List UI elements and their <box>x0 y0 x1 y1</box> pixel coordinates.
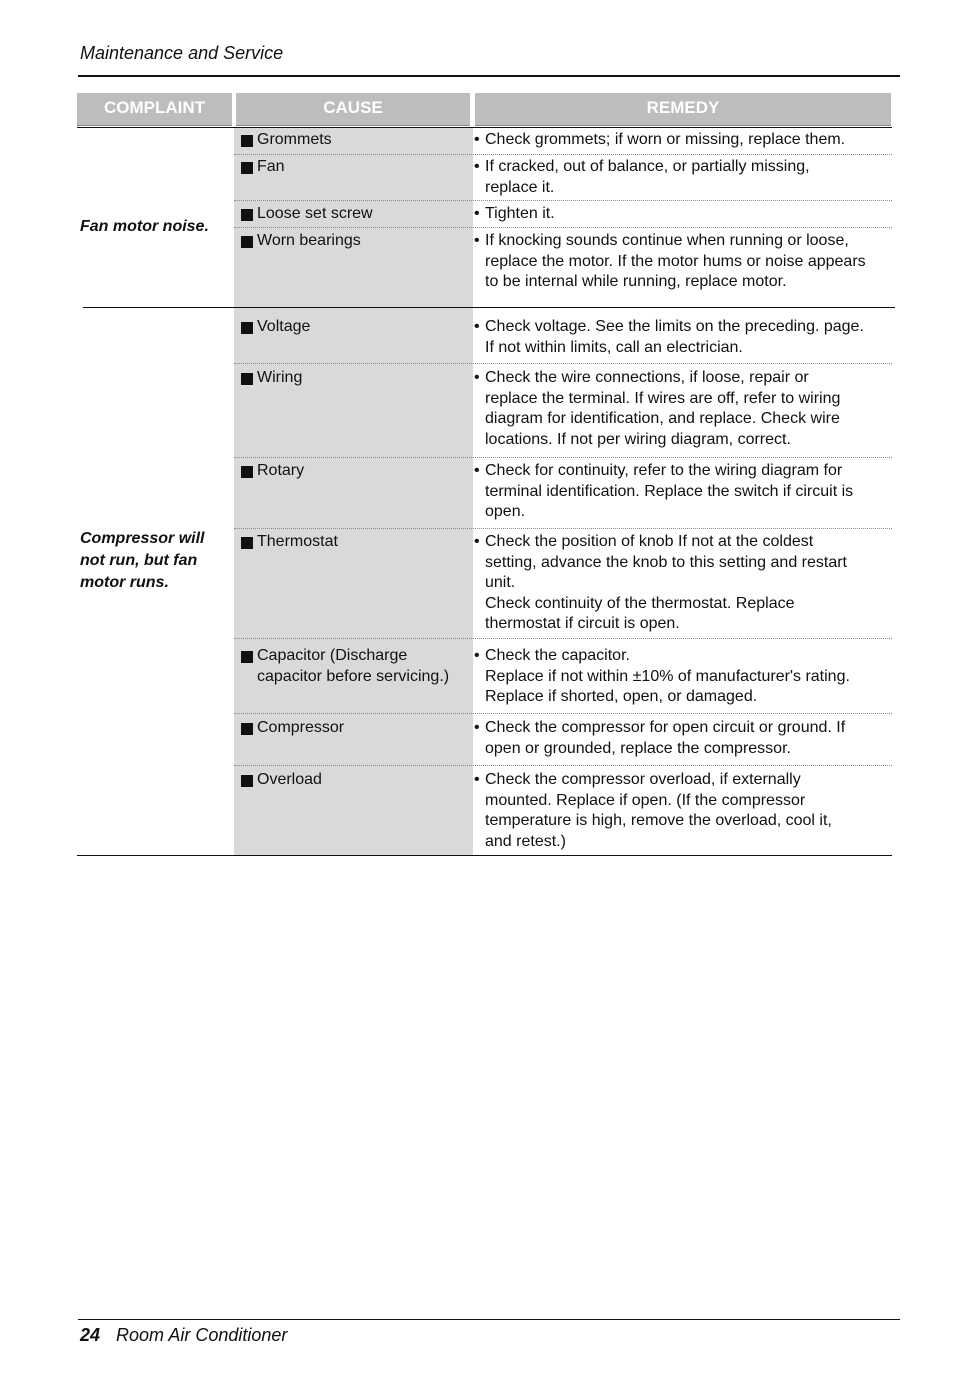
remedy-cell <box>474 231 894 293</box>
bullet-icon: • <box>474 462 480 479</box>
remedy-text-line: diagram for identification, and replace. Check wire <box>485 410 840 427</box>
complaint-text-line: not run, but fan <box>80 552 198 569</box>
cause-cell <box>241 532 469 553</box>
row-divider <box>234 713 892 714</box>
bullet-icon: • <box>474 318 480 335</box>
row-divider <box>234 528 892 529</box>
cause-text-line: Capacitor (Discharge <box>257 647 408 664</box>
complaint-cell <box>80 528 230 594</box>
bullet-icon: • <box>474 647 480 664</box>
remedy-text-line: Check grommets; if worn or missing, replace them. <box>485 131 846 148</box>
remedy-text-line: to be internal while running, replace motor. <box>485 273 787 290</box>
cause-cell <box>241 231 469 252</box>
remedy-text-line: thermostat if circuit is open. <box>485 615 680 632</box>
square-bullet-icon <box>241 162 253 174</box>
row-divider <box>234 154 892 155</box>
remedy-text-line: replace it. <box>485 178 555 196</box>
remedy-cell <box>474 317 894 358</box>
footer-title: Room Air Conditioner <box>116 1325 288 1345</box>
table-rule <box>77 855 892 856</box>
remedy-text-line: Check for continuity, refer to the wiring diagram for <box>485 462 843 479</box>
square-bullet-icon <box>241 775 253 787</box>
column-header-remedy: REMEDY <box>475 93 891 126</box>
cause-cell <box>241 461 469 482</box>
row-divider <box>234 457 892 458</box>
remedy-text-line: open. <box>485 503 526 520</box>
square-bullet-icon <box>241 373 253 385</box>
row-divider <box>234 363 892 364</box>
bullet-icon: • <box>474 232 480 249</box>
complaint-text-line: motor runs. <box>80 574 169 591</box>
square-bullet-icon <box>241 135 253 147</box>
row-divider <box>234 200 892 201</box>
remedy-cell <box>474 368 894 450</box>
cause-cell <box>241 770 469 791</box>
cause-text-line: Rotary <box>257 462 305 479</box>
remedy-text-line: Check the wire connections, if loose, repair or <box>485 369 809 386</box>
table-rule <box>77 127 892 128</box>
square-bullet-icon <box>241 537 253 549</box>
remedy-text-line: Replace if shorted, open, or damaged. <box>485 688 758 705</box>
footer-rule <box>78 1319 900 1320</box>
remedy-text-line: Check voltage. See the limits on the preceding. page. <box>485 318 864 335</box>
cause-text-line: Fan <box>257 158 285 175</box>
remedy-text-line: Check the capacitor. <box>485 647 630 664</box>
remedy-cell <box>474 204 894 225</box>
cause-cell <box>241 157 469 178</box>
row-divider <box>234 227 892 228</box>
cause-cell <box>241 718 469 739</box>
header-rule <box>78 75 900 77</box>
remedy-text-line: Check continuity of the thermostat. Replace <box>485 594 795 612</box>
remedy-text-line: mounted. Replace if open. (If the compressor <box>485 791 806 809</box>
square-bullet-icon <box>241 466 253 478</box>
complaint-cell <box>80 216 230 238</box>
column-header-cause: CAUSE <box>236 93 470 126</box>
remedy-text-line: If not within limits, call an electrician. <box>485 338 743 356</box>
remedy-text-line: If knocking sounds continue when running or loose, <box>485 232 849 249</box>
remedy-text-line: replace the motor. If the motor hums or noise appears <box>485 252 866 270</box>
cause-text-line: Worn bearings <box>257 232 361 249</box>
cause-text-line: Loose set screw <box>257 205 373 222</box>
bullet-icon: • <box>474 533 480 550</box>
square-bullet-icon <box>241 236 253 248</box>
footer-page-number: 24 <box>80 1325 101 1345</box>
remedy-cell <box>474 532 894 635</box>
remedy-cell <box>474 461 894 523</box>
square-bullet-icon <box>241 651 253 663</box>
table-rule <box>83 307 895 308</box>
cause-text-line: Grommets <box>257 131 332 148</box>
remedy-cell <box>474 718 894 759</box>
cause-cell <box>241 204 469 225</box>
remedy-text-line: Check the compressor for open circuit or ground. If <box>485 719 846 736</box>
remedy-text-line: Check the compressor overload, if externally <box>485 771 801 788</box>
cause-cell <box>241 130 469 151</box>
column-header-complaint: COMPLAINT <box>77 93 232 126</box>
cause-text-line: Overload <box>257 771 322 788</box>
remedy-text-line: replace the terminal. If wires are off, refer to wiring <box>485 389 841 407</box>
complaint-text-line: Compressor will <box>80 530 205 547</box>
cause-text-line: Compressor <box>257 719 345 736</box>
cause-text-line: Wiring <box>257 369 303 386</box>
cause-cell <box>241 317 469 338</box>
remedy-text-line: If cracked, out of balance, or partially missing, <box>485 158 810 175</box>
remedy-cell <box>474 130 894 151</box>
remedy-cell <box>474 157 894 198</box>
bullet-icon: • <box>474 131 480 148</box>
row-divider <box>234 765 892 766</box>
bullet-icon: • <box>474 771 480 788</box>
remedy-text-line: locations. If not per wiring diagram, correct. <box>485 430 791 448</box>
bullet-icon: • <box>474 719 480 736</box>
bullet-icon: • <box>474 369 480 386</box>
complaint-text-line: Fan motor noise. <box>80 218 209 235</box>
remedy-text-line: open or grounded, replace the compressor. <box>485 739 791 757</box>
remedy-text-line: Check the position of knob If not at the coldest <box>485 533 814 550</box>
remedy-text-line: unit. <box>485 574 516 591</box>
remedy-text-line: temperature is high, remove the overload, cool it, <box>485 812 832 829</box>
remedy-cell <box>474 646 894 708</box>
square-bullet-icon <box>241 209 253 221</box>
remedy-text-line: Tighten it. <box>485 205 555 222</box>
cause-text-line: Thermostat <box>257 533 338 550</box>
bullet-icon: • <box>474 205 480 222</box>
cause-cell <box>241 368 469 389</box>
remedy-text-line: setting, advance the knob to this setting and restart <box>485 553 847 571</box>
square-bullet-icon <box>241 322 253 334</box>
remedy-text-line: and retest.) <box>485 832 566 850</box>
remedy-cell <box>474 770 894 852</box>
cause-text-line: capacitor before servicing.) <box>257 667 450 685</box>
bullet-icon: • <box>474 158 480 175</box>
square-bullet-icon <box>241 723 253 735</box>
remedy-text-line: terminal identification. Replace the switch if circuit is <box>485 482 854 500</box>
remedy-text-line: Replace if not within ±10% of manufacturer's rating. <box>485 667 850 685</box>
row-divider <box>234 638 892 639</box>
page-header-title: Maintenance and Service <box>80 43 284 63</box>
cause-cell <box>241 646 469 687</box>
cause-text-line: Voltage <box>257 318 311 335</box>
